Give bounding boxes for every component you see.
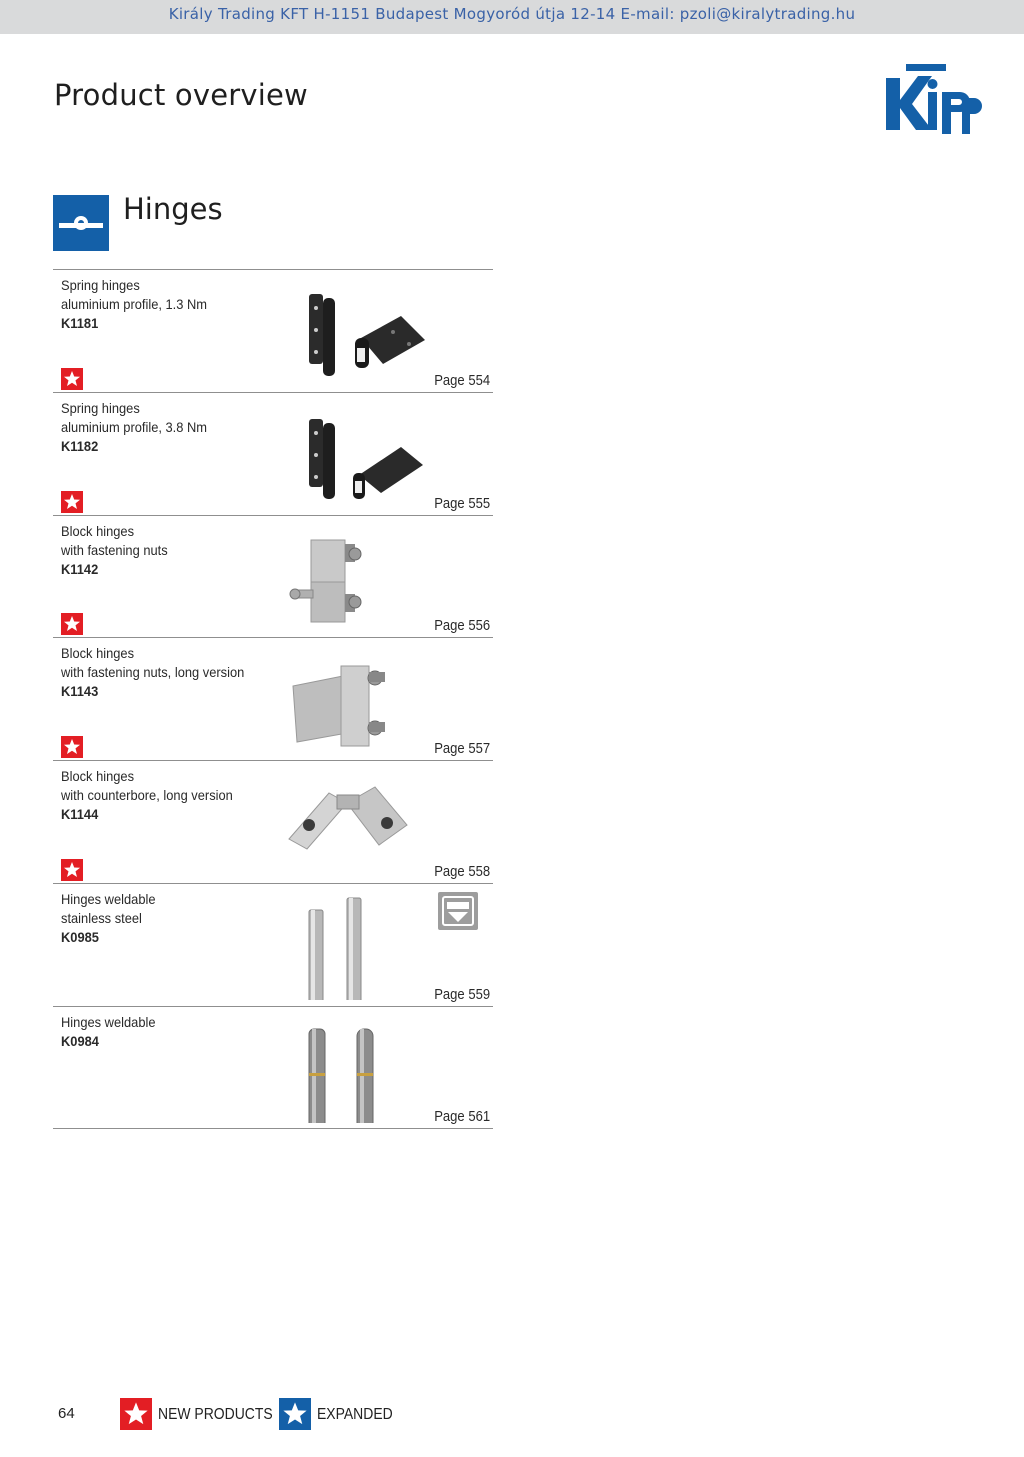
product-description: [61, 1013, 156, 1051]
block-hinge-image: [283, 524, 433, 632]
product-row[interactable]: [53, 392, 493, 515]
product-code: K1181: [61, 315, 99, 331]
product-spec: aluminium profile, 3.8 Nm: [61, 418, 208, 435]
product-name: Spring hinges: [61, 277, 140, 293]
product-name: Block hinges: [61, 645, 135, 662]
new-product-star-icon: [61, 613, 83, 635]
product-name: Block hinges: [61, 522, 135, 539]
page-reference-link[interactable]: Page 561: [434, 1108, 490, 1125]
new-product-star-icon: [61, 736, 83, 758]
product-description: [61, 890, 156, 947]
product-row[interactable]: [53, 515, 493, 638]
product-row[interactable]: [53, 269, 493, 392]
spring-hinge-image: [283, 278, 433, 386]
new-product-star-icon: [61, 859, 83, 881]
product-description: [61, 644, 244, 701]
product-code: K1142: [61, 560, 99, 577]
page-number: 64: [58, 1405, 75, 1422]
product-spec: with fastening nuts, long version: [61, 664, 245, 681]
product-description: [61, 399, 207, 456]
weldable-hinge-image: [283, 1015, 433, 1123]
page-title: Product overview: [54, 78, 308, 112]
product-row[interactable]: [53, 760, 493, 883]
product-code: K0984: [61, 1032, 99, 1049]
product-row[interactable]: [53, 1006, 493, 1129]
legend-new-products: NEW PRODUCTS: [158, 1406, 273, 1423]
block-hinge-long-image: [283, 646, 433, 754]
weldable-hinge-stainless-image: [283, 892, 433, 1000]
kipp-logo: [884, 62, 982, 136]
product-row[interactable]: [53, 637, 493, 760]
product-code: K1143: [61, 683, 99, 700]
page-reference-link[interactable]: Page 555: [434, 495, 490, 512]
product-name: Spring hinges: [61, 399, 140, 416]
product-description: [61, 767, 233, 824]
product-spec: with counterbore, long version: [61, 787, 233, 804]
page-reference-link[interactable]: Page 556: [434, 618, 490, 635]
product-name: Hinges weldable: [61, 1013, 156, 1030]
hinge-category-icon: [53, 195, 109, 251]
category-title: Hinges: [123, 192, 223, 226]
product-code: K1182: [61, 437, 99, 454]
product-spec: aluminium profile, 1.3 Nm: [61, 296, 208, 312]
product-spec: stainless steel: [61, 909, 142, 926]
page-reference-link[interactable]: Page 554: [434, 372, 490, 389]
expanded-star-icon: [279, 1398, 311, 1430]
product-code: K1144: [61, 806, 99, 823]
product-name: Hinges weldable: [61, 890, 156, 907]
product-row[interactable]: [53, 883, 493, 1006]
new-products-star-icon: [120, 1398, 152, 1430]
spring-hinge-image: [283, 401, 433, 509]
page-reference-link[interactable]: Page 558: [434, 863, 490, 880]
page-reference-link[interactable]: Page 559: [434, 986, 490, 1003]
company-contact-line: Király Trading KFT H-1151 Budapest Mogyoród útja 12-14 E-mail: pzoli@kiralytrading.hu: [168, 5, 856, 23]
new-product-star-icon: [61, 491, 83, 513]
product-description: [61, 276, 207, 333]
fast-track-icon: [438, 892, 478, 930]
block-hinge-counterbore-image: [283, 769, 433, 877]
product-description: [61, 522, 168, 579]
page-reference-link[interactable]: Page 557: [434, 741, 490, 758]
product-spec: with fastening nuts: [61, 541, 168, 558]
new-product-star-icon: [61, 368, 83, 390]
product-name: Block hinges: [61, 768, 135, 785]
legend-expanded: EXPANDED: [317, 1406, 393, 1423]
product-list: [53, 269, 493, 1129]
header-bar: [0, 0, 1024, 34]
product-code: K0985: [61, 928, 99, 945]
